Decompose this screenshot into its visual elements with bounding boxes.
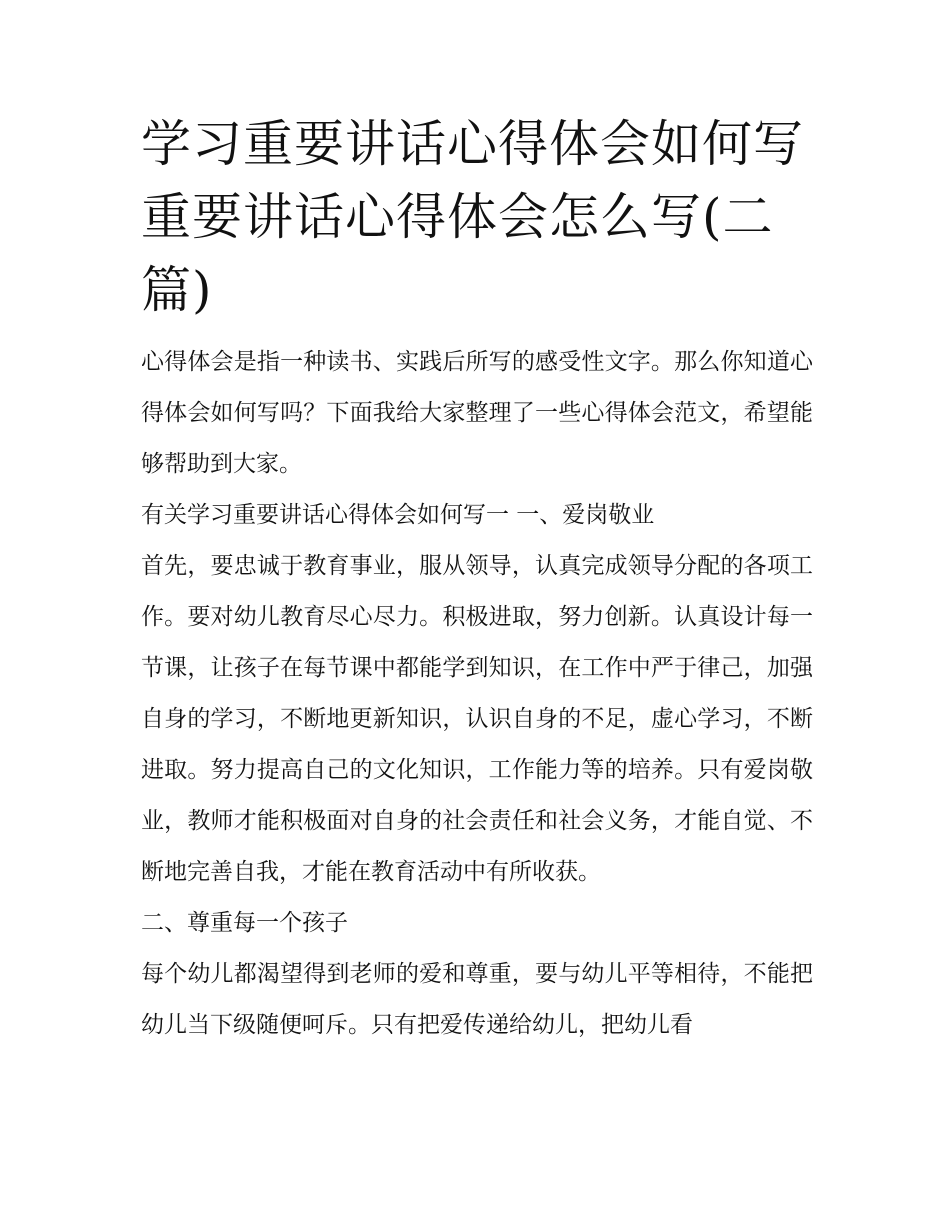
body-paragraph-1: 首先，要忠诚于教育事业，服从领导，认真完成领导分配的各项工作。要对幼儿教育尽心尽力。积极进取，努力创新。认真设计每一节课，让孩子在每节课中都能学到知识，在工作中严于律己，加强自身的学习，不断地更新知识，认识自身的不足，虚心学习，不断进取。努力提高自己的文化知识，工作能力等的培养。只有爱岗敬业，教师才能积极面对自身的社会责任和社会义务，才能自觉、不断地完善自我，才能在教育活动中有所收获。 [141, 553, 813, 885]
intro-paragraph: 心得体会是指一种读书、实践后所写的感受性文字。那么你知道心得体会如何写吗？下面我给大家整理了一些心得体会范文，希望能够帮助到大家。 [141, 349, 813, 477]
section-heading-2: 二、尊重每一个孩子 [141, 910, 348, 936]
body-paragraph-2: 每个幼儿都渴望得到老师的爱和尊重，要与幼儿平等相待，不能把幼儿当下级随便呵斥。只有把爱传递给幼儿，把幼儿看 [141, 961, 813, 1038]
document-page [141, 108, 813, 1051]
document-title: 学习重要讲话心得体会如何写重要讲话心得体会怎么写(二篇) [141, 115, 804, 319]
section-heading-1: 有关学习重要讲话心得体会如何写一 一、爱岗敬业 [141, 502, 655, 528]
